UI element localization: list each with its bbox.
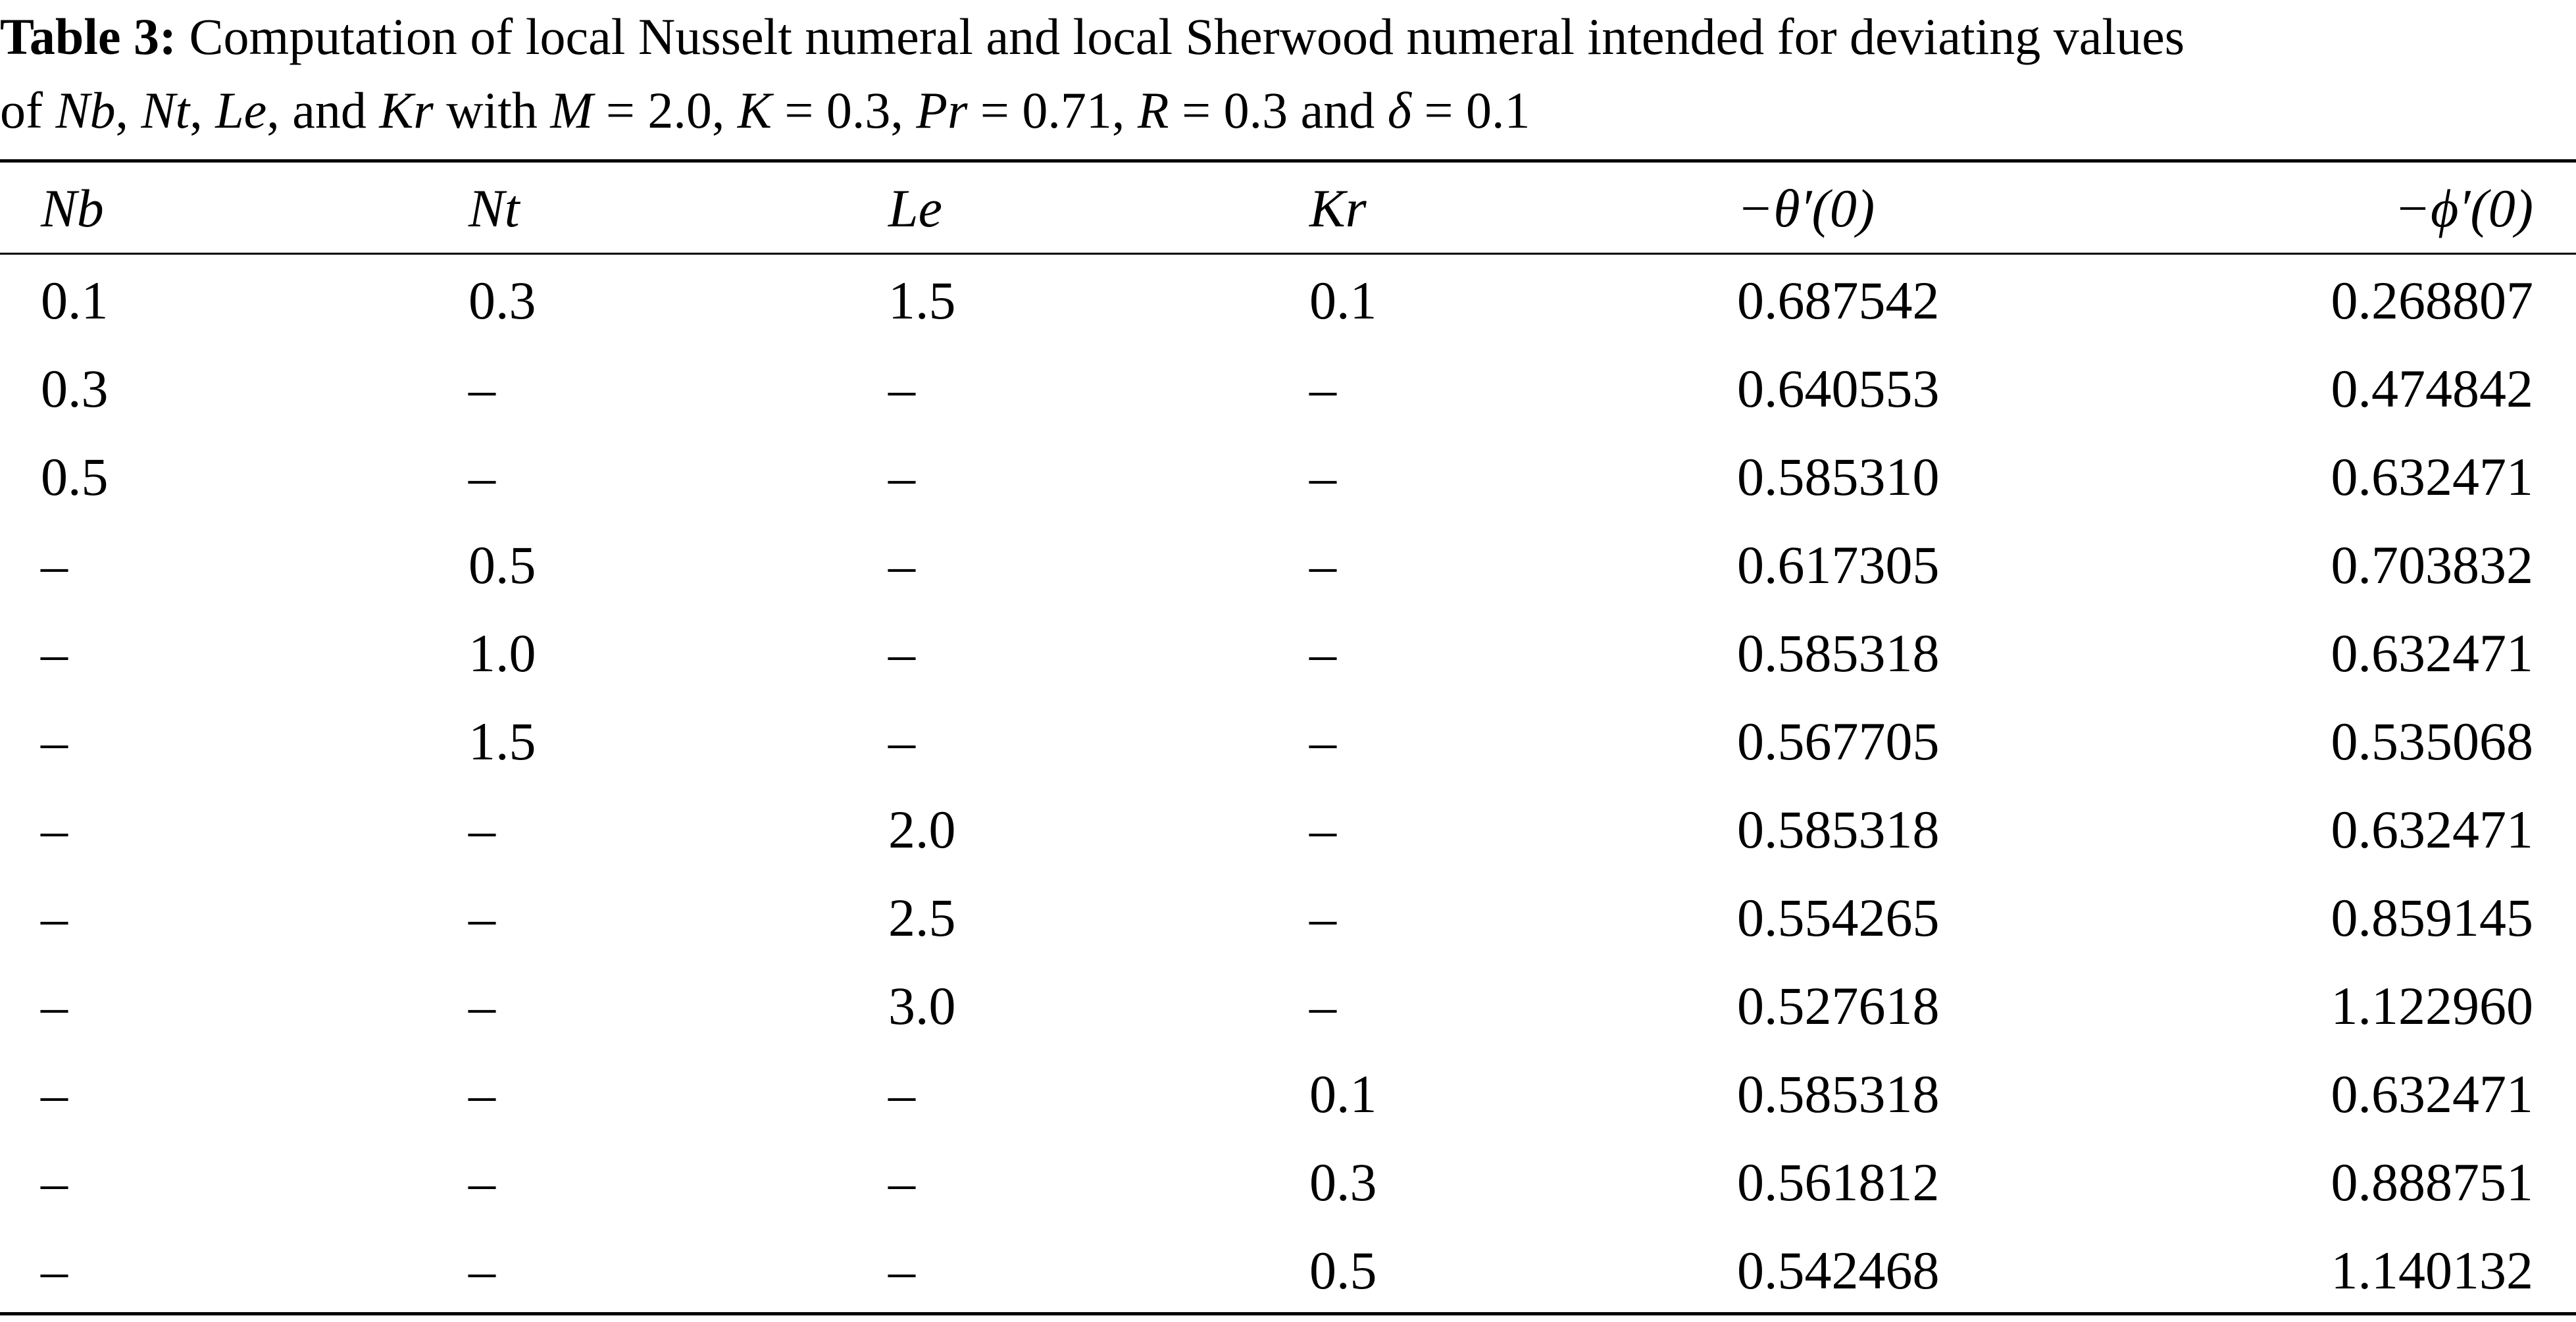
cell-le: – bbox=[888, 1152, 915, 1212]
cell-kr: 0.1 bbox=[1309, 1064, 1377, 1124]
cell-nt: 1.5 bbox=[468, 711, 536, 771]
cell-phi-prime: 0.268807 bbox=[2331, 270, 2533, 330]
table-body bbox=[0, 253, 2576, 1315]
cell-phi-prime: 0.888751 bbox=[2331, 1152, 2533, 1212]
table-row bbox=[0, 345, 2576, 433]
cell-theta-prime: 0.561812 bbox=[1737, 1152, 1940, 1212]
cell-le: – bbox=[888, 1240, 915, 1300]
cell-phi-prime: 1.140132 bbox=[2331, 1240, 2533, 1300]
cell-theta-prime: 0.585310 bbox=[1737, 447, 1940, 507]
cell-le: – bbox=[888, 447, 915, 507]
cell-theta-prime: 0.617305 bbox=[1737, 535, 1940, 595]
table-row bbox=[0, 698, 2576, 786]
cell-nb: – bbox=[41, 535, 68, 595]
cell-phi-prime: 0.632471 bbox=[2331, 800, 2533, 859]
table-row bbox=[0, 1050, 2576, 1138]
cell-nb: – bbox=[41, 1240, 68, 1300]
cell-nt: – bbox=[468, 359, 495, 419]
cell-nt: – bbox=[468, 888, 495, 948]
cell-theta-prime: 0.527618 bbox=[1737, 976, 1940, 1036]
cell-phi-prime: 1.122960 bbox=[2331, 976, 2533, 1036]
table-row bbox=[0, 609, 2576, 698]
cell-le: – bbox=[888, 711, 915, 771]
cell-le: – bbox=[888, 359, 915, 419]
header-kr: Kr bbox=[1309, 178, 1367, 238]
cell-kr: – bbox=[1309, 711, 1336, 771]
header-theta-prime: −θ′(0) bbox=[1737, 178, 1875, 238]
cell-phi-prime: 0.859145 bbox=[2331, 888, 2533, 948]
cell-nt: – bbox=[468, 1240, 495, 1300]
cell-theta-prime: 0.554265 bbox=[1737, 888, 1940, 948]
cell-theta-prime: 0.640553 bbox=[1737, 359, 1940, 419]
caption-line1: Computation of local Nusselt numeral and local Sherwood numeral intended for deviating values bbox=[189, 8, 2185, 65]
cell-theta-prime: 0.567705 bbox=[1737, 711, 1940, 771]
header-phi-prime: −ϕ′(0) bbox=[2394, 178, 2533, 238]
cell-kr: – bbox=[1309, 359, 1336, 419]
cell-nb: – bbox=[41, 1064, 68, 1124]
cell-nt: 1.0 bbox=[468, 623, 536, 683]
cell-kr: 0.1 bbox=[1309, 270, 1377, 330]
cell-nt: – bbox=[468, 800, 495, 859]
cell-phi-prime: 0.703832 bbox=[2331, 535, 2533, 595]
table-row bbox=[0, 962, 2576, 1050]
header-le: Le bbox=[888, 178, 942, 238]
cell-theta-prime: 0.585318 bbox=[1737, 1064, 1940, 1124]
cell-nb: – bbox=[41, 976, 68, 1036]
cell-kr: 0.3 bbox=[1309, 1152, 1377, 1212]
cell-kr: – bbox=[1309, 535, 1336, 595]
cell-kr: – bbox=[1309, 976, 1336, 1036]
cell-nb: 0.5 bbox=[41, 447, 109, 507]
table-top-rule bbox=[0, 159, 2576, 163]
table-row bbox=[0, 433, 2576, 521]
cell-le: 2.5 bbox=[888, 888, 956, 948]
cell-nb: – bbox=[41, 711, 68, 771]
header-nb: Nb bbox=[41, 178, 104, 238]
cell-nb: – bbox=[41, 800, 68, 859]
cell-phi-prime: 0.632471 bbox=[2331, 623, 2533, 683]
cell-kr: – bbox=[1309, 623, 1336, 683]
table-row bbox=[0, 1138, 2576, 1227]
cell-le: – bbox=[888, 535, 915, 595]
cell-nb: 0.3 bbox=[41, 359, 109, 419]
cell-nt: – bbox=[468, 976, 495, 1036]
cell-nt: – bbox=[468, 1152, 495, 1212]
cell-le: 1.5 bbox=[888, 270, 956, 330]
cell-le: – bbox=[888, 1064, 915, 1124]
table-header-row bbox=[0, 165, 2576, 253]
cell-nt: – bbox=[468, 1064, 495, 1124]
cell-theta-prime: 0.542468 bbox=[1737, 1240, 1940, 1300]
cell-phi-prime: 0.535068 bbox=[2331, 711, 2533, 771]
header-nt: Nt bbox=[468, 178, 520, 238]
caption-label: Table 3: bbox=[0, 8, 177, 65]
cell-kr: – bbox=[1309, 800, 1336, 859]
table-row bbox=[0, 1227, 2576, 1315]
cell-nb: 0.1 bbox=[41, 270, 109, 330]
cell-nb: – bbox=[41, 1152, 68, 1212]
cell-kr: 0.5 bbox=[1309, 1240, 1377, 1300]
table-row bbox=[0, 874, 2576, 962]
table-row bbox=[0, 786, 2576, 874]
cell-theta-prime: 0.585318 bbox=[1737, 800, 1940, 859]
cell-phi-prime: 0.474842 bbox=[2331, 359, 2533, 419]
cell-nb: – bbox=[41, 623, 68, 683]
results-table bbox=[0, 165, 2576, 1315]
cell-theta-prime: 0.687542 bbox=[1737, 270, 1940, 330]
cell-le: 2.0 bbox=[888, 800, 956, 859]
cell-nt: – bbox=[468, 447, 495, 507]
cell-kr: – bbox=[1309, 888, 1336, 948]
cell-kr: – bbox=[1309, 447, 1336, 507]
table-row bbox=[0, 521, 2576, 609]
table-caption: Table 3: Computation of local Nusselt numeral and local Sherwood numeral intended for deviating values of Nb, Nt, Le, and Kr with M = 2.0, K = 0.3, Pr = 0.71, R = 0.3 and δ = 0.1 bbox=[0, 8, 2185, 139]
cell-le: 3.0 bbox=[888, 976, 956, 1036]
cell-nb: – bbox=[41, 888, 68, 948]
cell-phi-prime: 0.632471 bbox=[2331, 1064, 2533, 1124]
cell-theta-prime: 0.585318 bbox=[1737, 623, 1940, 683]
cell-nt: 0.3 bbox=[468, 270, 536, 330]
cell-nt: 0.5 bbox=[468, 535, 536, 595]
cell-le: – bbox=[888, 623, 915, 683]
cell-phi-prime: 0.632471 bbox=[2331, 447, 2533, 507]
table-row bbox=[0, 253, 2576, 345]
